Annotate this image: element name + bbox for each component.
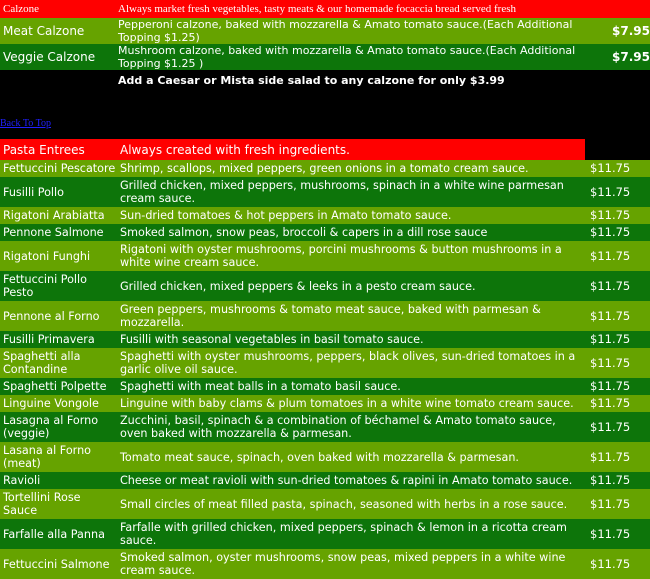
item-price: $7.95: [590, 44, 650, 70]
item-name: Rigatoni Arabiatta: [0, 207, 117, 224]
item-description: Pepperoni calzone, baked with mozzarella & Amato tomato sauce.(Each Additional Topping $1.25): [115, 18, 590, 44]
item-price: $11.75: [585, 331, 650, 348]
item-name: Spaghetti alla Contandine: [0, 348, 117, 378]
item-description: Rigatoni with oyster mushrooms, porcini mushrooms & button mushrooms in a white wine cream sauce.: [117, 241, 585, 271]
item-description: Fusilli with seasonal vegetables in basil tomato sauce.: [117, 331, 585, 348]
item-description: Spaghetti with meat balls in a tomato basil sauce.: [117, 378, 585, 395]
item-name: Lasana al Forno (meat): [0, 442, 117, 472]
item-name: Farfalle alla Panna: [0, 519, 117, 549]
menu-item-row: [0, 271, 650, 301]
menu-item-row: [0, 378, 650, 395]
item-price: $11.75: [585, 395, 650, 412]
item-description: Grilled chicken, mixed peppers & leeks in a pesto cream sauce.: [117, 271, 585, 301]
calzone-header: [0, 0, 650, 18]
item-description: Shrimp, scallops, mixed peppers, green onions in a tomato cream sauce.: [117, 160, 585, 177]
menu-item-row: [0, 331, 650, 348]
menu-item-row: [0, 395, 650, 412]
item-description: Smoked salmon, oyster mushrooms, snow peas, mixed peppers in a white wine cream sauce.: [117, 549, 585, 579]
item-description: Grilled chicken, mixed peppers, mushrooms, spinach in a white wine parmesan cream sauce.: [117, 177, 585, 207]
item-price: $11.75: [585, 241, 650, 271]
item-name: Pennone al Forno: [0, 301, 117, 331]
menu-item-row: [0, 472, 650, 489]
item-name: Veggie Calzone: [0, 44, 115, 70]
item-description: Farfalle with grilled chicken, mixed peppers, spinach & lemon in a ricotta cream sauce.: [117, 519, 585, 549]
item-price: $11.75: [585, 271, 650, 301]
item-price: $11.75: [585, 301, 650, 331]
calzone-header-note: Always market fresh vegetables, tasty meats & our homemade focaccia bread served fresh: [115, 0, 650, 18]
menu-item-row: [0, 18, 650, 44]
pasta-items: [0, 160, 650, 579]
item-description: Spaghetti with oyster mushrooms, peppers, black olives, sun-dried tomatoes in a garlic olive oil sauce.: [117, 348, 585, 378]
item-name: Lasagna al Forno (veggie): [0, 412, 117, 442]
pasta-table: [0, 139, 650, 579]
item-name: Tortellini Rose Sauce: [0, 489, 117, 519]
item-name: Fusilli Pollo: [0, 177, 117, 207]
menu-item-row: [0, 160, 650, 177]
item-price: $11.75: [585, 549, 650, 579]
menu-item-row: [0, 442, 650, 472]
salad-note-row: [0, 70, 650, 90]
item-price: $11.75: [585, 177, 650, 207]
item-price: $11.75: [585, 207, 650, 224]
item-price: $11.75: [585, 348, 650, 378]
item-name: Rigatoni Funghi: [0, 241, 117, 271]
menu-item-row: [0, 301, 650, 331]
item-description: Mushroom calzone, baked with mozzarella & Amato tomato sauce.(Each Additional Topping $1.25 ): [115, 44, 590, 70]
item-price: $11.75: [585, 472, 650, 489]
menu-item-row: [0, 207, 650, 224]
calzone-table: [0, 0, 650, 90]
item-price: $11.75: [585, 412, 650, 442]
item-description: Green peppers, mushrooms & tomato meat sauce, baked with parmesan & mozzarella.: [117, 301, 585, 331]
menu-item-row: [0, 412, 650, 442]
back-to-top-link[interactable]: Back To Top: [0, 118, 52, 129]
item-name: Fettuccini Pescatore: [0, 160, 117, 177]
item-description: Smoked salmon, snow peas, broccoli & capers in a dill rose sauce: [117, 224, 585, 241]
item-price: $11.75: [585, 160, 650, 177]
menu-item-row: [0, 549, 650, 579]
item-price: $11.75: [585, 489, 650, 519]
item-description: Linguine with baby clams & plum tomatoes in a white wine tomato cream sauce.: [117, 395, 585, 412]
item-name: Linguine Vongole: [0, 395, 117, 412]
pasta-header-note: Always created with fresh ingredients.: [117, 139, 585, 160]
item-price: $11.75: [585, 378, 650, 395]
item-description: Sun-dried tomatoes & hot peppers in Amato tomato sauce.: [117, 207, 585, 224]
item-name: Ravioli: [0, 472, 117, 489]
pasta-header: [0, 139, 650, 160]
back-to-top-area: [0, 90, 650, 139]
item-price: $11.75: [585, 224, 650, 241]
item-name: Fettuccini Pollo Pesto: [0, 271, 117, 301]
menu-item-row: [0, 348, 650, 378]
calzone-header-name: Calzone: [0, 0, 115, 18]
item-description: Small circles of meat filled pasta, spinach, seasoned with herbs in a rose sauce.: [117, 489, 585, 519]
menu-item-row: [0, 241, 650, 271]
menu-item-row: [0, 44, 650, 70]
item-name: Meat Calzone: [0, 18, 115, 44]
item-name: Fettuccini Salmone: [0, 549, 117, 579]
menu-item-row: [0, 489, 650, 519]
menu-item-row: [0, 224, 650, 241]
item-price: $11.75: [585, 519, 650, 549]
item-price: $7.95: [590, 18, 650, 44]
item-description: Tomato meat sauce, spinach, oven baked with mozzarella & parmesan.: [117, 442, 585, 472]
pasta-header-name: Pasta Entrees: [0, 139, 117, 160]
menu-item-row: [0, 177, 650, 207]
item-name: Spaghetti Polpette: [0, 378, 117, 395]
item-price: $11.75: [585, 442, 650, 472]
item-description: Zucchini, basil, spinach & a combination of béchamel & Amato tomato sauce, oven baked with mozzarella & parmesan.: [117, 412, 585, 442]
menu-item-row: [0, 519, 650, 549]
salad-note: Add a Caesar or Mista side salad to any calzone for only $3.99: [118, 73, 505, 87]
item-name: Pennone Salmone: [0, 224, 117, 241]
item-description: Cheese or meat ravioli with sun-dried tomatoes & rapini in Amato tomato sauce.: [117, 472, 585, 489]
item-name: Fusilli Primavera: [0, 331, 117, 348]
